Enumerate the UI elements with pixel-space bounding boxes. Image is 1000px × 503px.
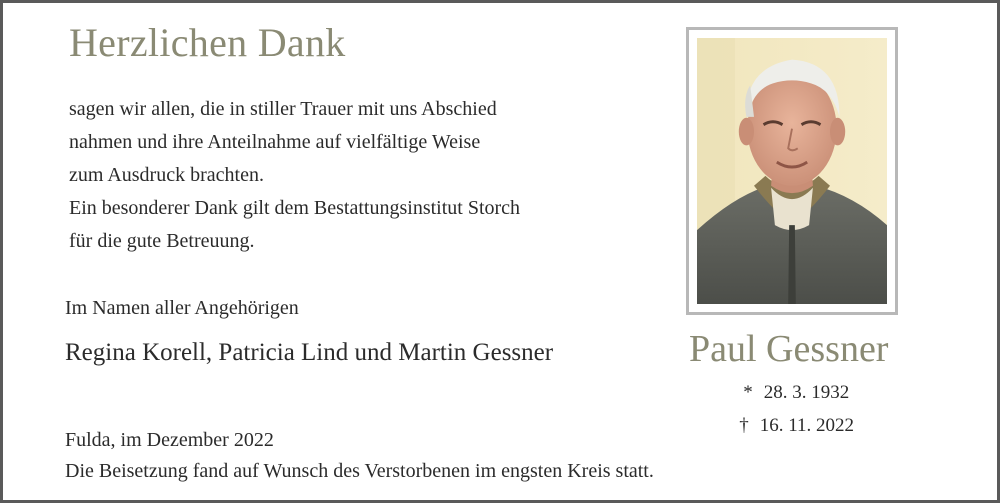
portrait-photo-frame	[686, 27, 898, 315]
text-line: zum Ausdruck brachten.	[69, 164, 264, 186]
text-line: sagen wir allen, die in stiller Trauer mit uns Abschied	[69, 98, 497, 120]
birth-date: 28. 3. 1932	[763, 382, 850, 403]
heading: Herzlichen Dank	[69, 20, 346, 65]
burial-note: Die Beisetzung fand auf Wunsch des Verstorbenen im engsten Kreis statt.	[65, 460, 654, 482]
death-date-row	[733, 415, 854, 437]
text-line: für die gute Betreuung.	[69, 230, 255, 252]
family-names: Regina Korell, Patricia Lind und Martin Gessner	[65, 339, 554, 366]
thank-you-text	[69, 93, 520, 258]
deceased-name: Paul Gessner	[689, 328, 889, 370]
death-date: 16. 11. 2022	[759, 415, 855, 436]
place-date: Fulda, im Dezember 2022	[65, 429, 274, 451]
cross-icon: †	[739, 415, 749, 436]
portrait-photo	[697, 38, 887, 304]
names-intro: Im Namen aller Angehörigen	[65, 297, 299, 319]
asterisk-icon: *	[743, 382, 753, 403]
text-line: nahmen und ihre Anteilnahme auf vielfältige Weise	[69, 131, 481, 153]
text-line: Ein besonderer Dank gilt dem Bestattungsinstitut Storch	[69, 197, 521, 219]
birth-date-row	[737, 382, 849, 404]
